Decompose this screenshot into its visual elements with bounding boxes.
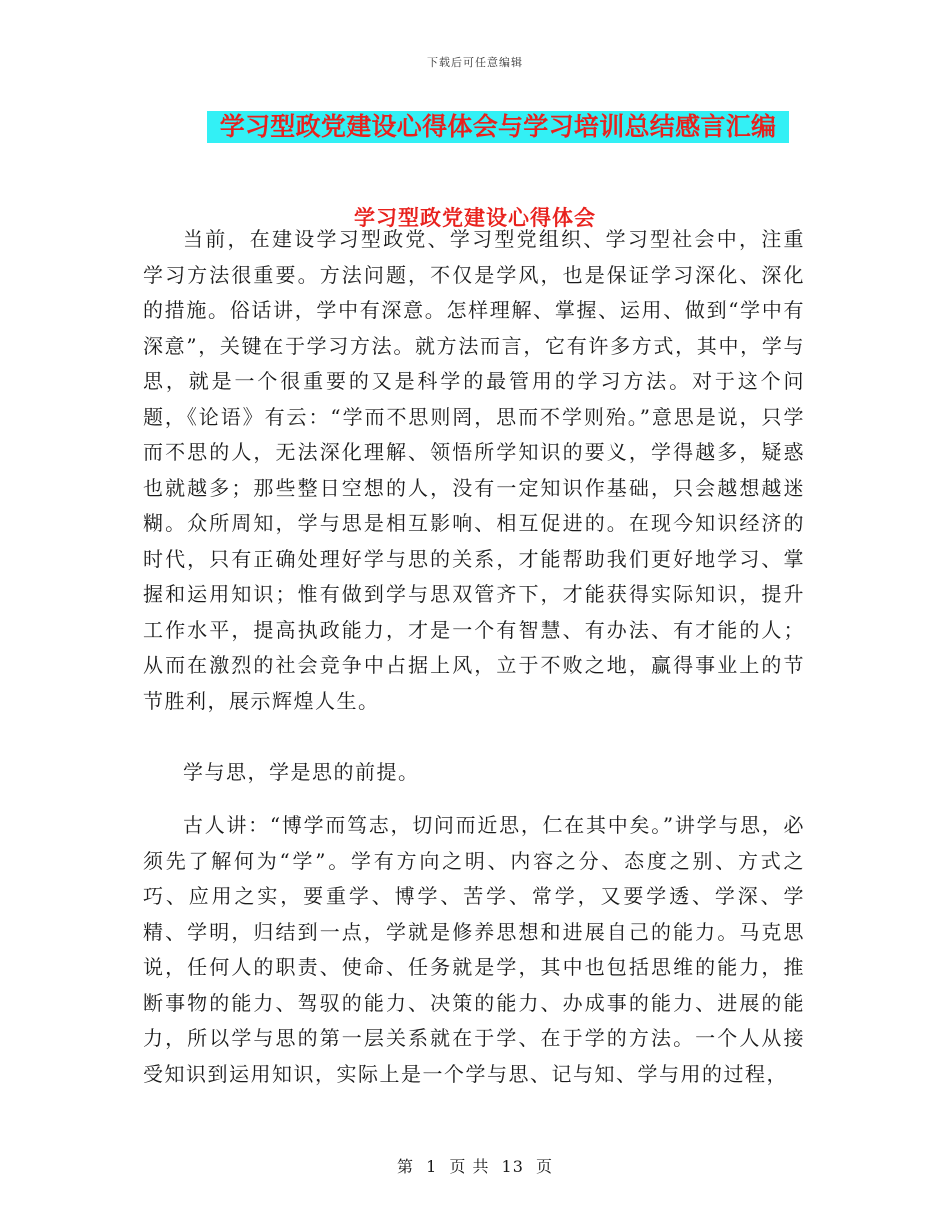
footer-page-number: 1 (426, 1157, 438, 1176)
main-title: 学习型政党建设心得体会与学习培训总结感言汇编 (207, 111, 789, 143)
footer-suffix: 页 (536, 1157, 554, 1176)
footer-middle: 页 共 (449, 1157, 490, 1176)
page-footer (0, 1154, 950, 1177)
footer-prefix: 第 (396, 1157, 414, 1176)
paragraph-2: 学与思，学是思的前提。 (183, 760, 420, 784)
footer-total-pages: 13 (501, 1157, 524, 1176)
main-title-container (207, 111, 789, 143)
paragraph-1: 当前，在建设学习型政党、学习型党组织、学习型社会中，注重学习方法很重要。方法问题，不仅是学风，也是保证学习深化、深化的措施。俗话讲，学中有深意。怎样理解、掌握、运用、做到“学中有深意”，关键在于学习方法。就方法而言，它有许多方式，其中，学与思，就是一个很重要的又是科学的最管用的学习方法。对于这个问题，《论语》有云：“学而不思则罔，思而不学则殆。”意思是说，只学而不思的人，无法深化理解、领悟所学知识的要义，学得越多，疑惑也就越多；那些整日空想的人，没有一定知识作基础，只会越想越迷糊。众所周知，学与思是相互影响、相互促进的。在现今知识经济的时代，只有正确处理好学与思的关系，才能帮助我们更好地学习、掌握和运用知识；惟有做到学与思双管齐下，才能获得实际知识，提升工作水平，提高执政能力，才是一个有智慧、有办法、有才能的人；从而在激烈的社会竞争中占据上风，立于不败之地，赢得事业上的节节胜利，展示辉煌人生。 (143, 227, 805, 713)
header-note: 下载后可任意编辑 (427, 56, 523, 69)
paragraph-3: 古人讲：“博学而笃志，切问而近思，仁在其中矣。”讲学与思，必须先了解何为“学”。学有方向之明、内容之分、态度之别、方式之巧、应用之实，要重学、博学、苦学、常学，又要学透、学深、学精、学明，归结到一点，学就是修养思想和进展自己的能力。马克思说，任何人的职责、使命、任务就是学，其中也包括思维的能力，推断事物的能力、驾驭的能力、决策的能力、办成事的能力、进展的能力，所以学与思的第一层关系就在于学、在于学的方法。一个人从接受知识到运用知识，实际上是一个学与思、记与知、学与用的过程， (143, 813, 805, 1086)
section-title: 学习型政党建设心得体会 (354, 205, 596, 230)
